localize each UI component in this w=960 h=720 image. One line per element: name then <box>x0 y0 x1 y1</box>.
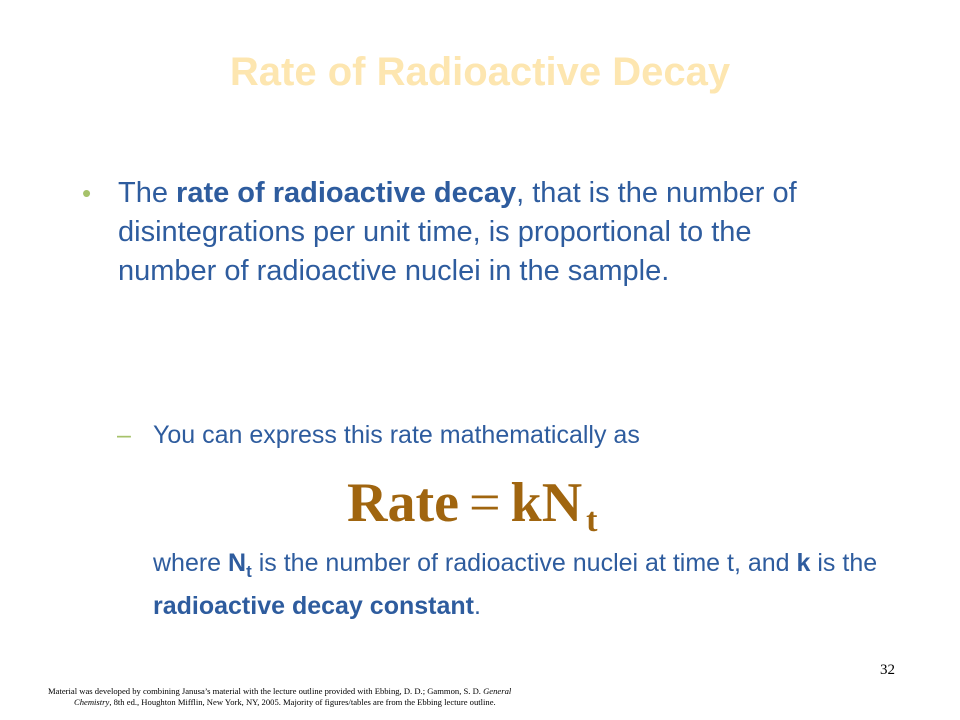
equation-lhs: Rate <box>347 472 459 534</box>
rate-equation <box>347 468 597 538</box>
where-text-4: . <box>473 592 481 620</box>
footnote-line-1 <box>48 686 688 697</box>
footnote <box>48 686 688 708</box>
footnote-line-2 <box>48 697 688 708</box>
equation-operator: = <box>468 472 501 534</box>
bullet-text-before: The <box>118 177 177 209</box>
bullet-text-after: , that is the number of disintegrations per unit time, is proportional to the number of radioactive nuclei in the sample. <box>118 177 797 287</box>
where-bold-term: radioactive decay constant <box>153 592 474 620</box>
bullet-bold-phrase: rate of radioactive decay <box>176 177 517 209</box>
where-N: N <box>228 549 247 577</box>
footnote-line-1-italic: General <box>483 686 512 696</box>
where-text-1: where <box>153 549 229 577</box>
bullet-marker: • <box>82 178 92 208</box>
footnote-line-1-text: Material was developed by combining Janusa’s material with the lecture outline provided with Ebbing, D. D.; Gammon, S. D. <box>48 686 484 696</box>
equation-subscript: t <box>586 502 598 539</box>
equation-rhs: kN <box>510 472 583 534</box>
slide-title: Rate of Radioactive Decay <box>229 50 731 94</box>
where-text-3: is the <box>810 549 878 577</box>
sub-bullet-marker: – <box>117 421 131 449</box>
bullet-text <box>118 174 838 291</box>
where-k: k <box>796 549 811 577</box>
footnote-line-2-text: , 8th ed., Houghton Mifflin, New York, NY, 2005. Majority of figures/tables are from the Ebbing lecture outline. <box>109 697 496 707</box>
where-clause <box>153 546 923 623</box>
page-number: 32 <box>880 662 895 678</box>
where-text-2: is the number of radioactive nuclei at time t, and <box>251 549 797 577</box>
sub-bullet-text: You can express this rate mathematically as <box>153 421 640 449</box>
where-N-subscript: t <box>246 562 252 581</box>
footnote-line-2-italic: Chemistry <box>74 697 110 707</box>
